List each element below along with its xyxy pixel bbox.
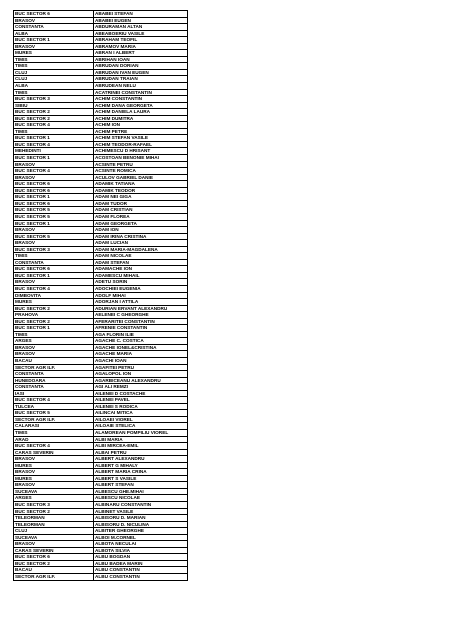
region-cell: BUC SECTOR 2 [14,508,94,515]
region-cell: CLUJ [14,76,94,83]
region-cell: IASI [14,390,94,397]
person-name-cell: ABEABOERIU VASILE [94,30,188,37]
person-name-cell: ACSINTE PETRU [94,161,188,168]
person-name-cell: ALBU BADEA MARIN [94,560,188,567]
region-cell: MURES [14,462,94,469]
region-cell: ARGES [14,495,94,502]
person-name-cell: ADETU SORIN [94,279,188,286]
region-cell: BUC SECTOR 4 [14,443,94,450]
region-cell: PRAHOVA [14,312,94,319]
region-cell: BUC SECTOR 5 [14,233,94,240]
person-name-cell: ABRUDAN DORIAN [94,63,188,70]
person-name-cell: ALBINET VASILE [94,508,188,515]
region-cell: BUC SECTOR 1 [14,325,94,332]
person-name-cell: AILENEI S RODICA [94,403,188,410]
region-cell: BUC SECTOR 4 [14,122,94,129]
person-name-cell: ALBISORU D. NICULINA [94,521,188,528]
region-cell: ALBA [14,30,94,37]
region-cell: BUC SECTOR 1 [14,135,94,142]
table-row [14,305,188,312]
person-name-cell: AFRENIE CONSTANTIN [94,325,188,332]
region-cell: BUC SECTOR 5 [14,213,94,220]
region-cell: SUCEAVA [14,488,94,495]
person-name-cell: ACHIM PETRE [94,128,188,135]
person-name-cell: ALBOTA SILVIA [94,547,188,554]
region-cell: TIMIS [14,331,94,338]
person-name-cell: ADOCHIEI EUGENIA [94,285,188,292]
person-name-cell: ALBERT G MIHALY [94,462,188,469]
person-name-cell: ALBESCU GHE.MIHAI [94,488,188,495]
region-cell: BUC SECTOR 6 [14,554,94,561]
person-name-cell: ACSINTE ROMICA [94,168,188,175]
person-name-cell: AGACHI IOAN [94,357,188,364]
person-name-cell: ALBAI PETRU [94,449,188,456]
person-name-cell: ALBI MARIA [94,436,188,443]
region-cell: TIMIS [14,128,94,135]
person-name-cell: ALBU CONSTANTIN [94,574,188,581]
person-name-cell: ACOSTOAN BENONIE MIHAI [94,155,188,162]
person-name-cell: ALBERT STEFAN [94,482,188,489]
person-name-cell: ADAM STEFAN [94,259,188,266]
person-name-cell: ALBITER GHEORGHE [94,528,188,535]
region-cell: CONSTANTA [14,384,94,391]
region-cell: SIBIU [14,102,94,109]
person-name-cell: ALBU BOGDAN [94,554,188,561]
region-cell: BUC SECTOR 4 [14,168,94,175]
person-name-cell: ABRAMOV MARIA [94,43,188,50]
person-name-cell: ALBINARU CONSTANTIN [94,502,188,509]
region-cell: CARAS SEVERIN [14,547,94,554]
region-cell: MURES [14,299,94,306]
person-name-cell: ACATRINEI CONSTANTIN [94,89,188,96]
region-cell: SUCEAVA [14,534,94,541]
records-table [13,10,188,581]
region-cell: BUC SECTOR 3 [14,246,94,253]
person-name-cell: AILENEI PAVEL [94,397,188,404]
person-name-cell: ALBU CONSTANTIN [94,567,188,574]
region-cell: BRASOV [14,456,94,463]
region-cell: TIMIS [14,253,94,260]
region-cell: ARGES [14,338,94,345]
person-name-cell: ACHIM DANIELA LAURA [94,109,188,116]
region-cell: CLUJ [14,69,94,76]
person-name-cell: ALBOI M.CORNEL [94,534,188,541]
region-cell: ARAD [14,436,94,443]
person-name-cell: ABRUDEAN NELU [94,83,188,90]
region-cell: MURES [14,475,94,482]
person-name-cell: ADAMACHE ION [94,266,188,273]
region-cell: BUC SECTOR 1 [14,155,94,162]
region-cell: BRASOV [14,541,94,548]
region-cell: BUC SECTOR 6 [14,266,94,273]
region-cell: BUC SECTOR 2 [14,560,94,567]
region-cell: CONSTANTA [14,24,94,31]
region-cell: BUC SECTOR 1 [14,272,94,279]
region-cell: BUC SECTOR 2 [14,109,94,116]
person-name-cell: AILOAEI VIOREL [94,416,188,423]
records-table-body [14,11,188,581]
person-name-cell: AILOAIE STELICA [94,423,188,430]
region-cell: BUC SECTOR 6 [14,11,94,18]
region-cell: MURES [14,50,94,57]
person-name-cell: ADAM LUCIAN [94,240,188,247]
region-cell: TULCEA [14,403,94,410]
region-cell: SECTOR AGR ILF. [14,574,94,581]
person-name-cell: AGARBICEANU ALEXANDRU [94,377,188,384]
region-cell: BRASOV [14,240,94,247]
region-cell: BRASOV [14,482,94,489]
region-cell: BUC SECTOR 1 [14,37,94,44]
region-cell: TELEORMAN [14,521,94,528]
person-name-cell: ACHIMESCU D HRISANT [94,148,188,155]
region-cell: BUC SECTOR 4 [14,397,94,404]
person-name-cell: AILENEI D COSTACHE [94,390,188,397]
person-name-cell: ALBESCU NICOLAE [94,495,188,502]
region-cell: BUC SECTOR 6 [14,200,94,207]
person-name-cell: ACULOV GABRIEL DANIE [94,174,188,181]
region-cell: BUC SECTOR 1 [14,194,94,201]
region-cell: SECTOR AGR ILF. [14,364,94,371]
person-name-cell: AGI ALI REMZI [94,384,188,391]
region-cell: BRASOV [14,344,94,351]
region-cell: BUC SECTOR 2 [14,318,94,325]
person-name-cell: ADAM NEI GIGA [94,194,188,201]
person-name-cell: AGACHE MARIA [94,351,188,358]
person-name-cell: ADAM MARIA-MAGDALENA [94,246,188,253]
person-name-cell: ACHIM TEODOR-RAFAEL [94,141,188,148]
region-cell: BUC SECTOR 2 [14,305,94,312]
person-name-cell: ACHIM STEFAN VASILE [94,135,188,142]
person-name-cell: ACHIM DUMITRA [94,115,188,122]
person-name-cell: ABRIHAN IOAN [94,56,188,63]
person-name-cell: ADORJAN I ATTILA [94,299,188,306]
person-name-cell: AGACHE IONEL&CRISTINA [94,344,188,351]
person-name-cell: ABRAHAM TEOFIL [94,37,188,44]
person-name-cell: ALBERT MARIA CRINA [94,469,188,476]
region-cell: BUC SECTOR 6 [14,187,94,194]
person-name-cell: ADURIAN ERVANT ALEXANDRU [94,305,188,312]
region-cell: BRASOV [14,43,94,50]
region-cell: BACAU [14,357,94,364]
region-cell: BRASOV [14,17,94,24]
person-name-cell: AELENEI C GHEORGHE [94,312,188,319]
person-name-cell: ACHIM DANA GEORGETA [94,102,188,109]
person-name-cell: ADAM CRISTIAN [94,207,188,214]
region-cell: BRASOV [14,351,94,358]
region-cell: BUC SECTOR 1 [14,220,94,227]
region-cell: DIMBOVITA [14,292,94,299]
region-cell: TELEORMAN [14,515,94,522]
person-name-cell: AGA FLORIN ILIE [94,331,188,338]
person-name-cell: ADAMIK TEODOR [94,187,188,194]
region-cell: CARAS SEVERIN [14,449,94,456]
person-name-cell: ACHIM CONSTANTIN [94,96,188,103]
region-cell: CONSTANTA [14,371,94,378]
region-cell: TIMIS [14,89,94,96]
region-cell: BUC SECTOR 5 [14,207,94,214]
person-name-cell: ABABEI STEFAN [94,11,188,18]
region-cell: BRASOV [14,279,94,286]
person-name-cell: ABDURAMAN ALTAN [94,24,188,31]
region-cell: TIMIS [14,63,94,70]
region-cell: BUC SECTOR 4 [14,141,94,148]
person-name-cell: ADAM FLOREA [94,213,188,220]
person-name-cell: AGACHE C. COSTICA [94,338,188,345]
person-name-cell: AGALOPOL ION [94,371,188,378]
person-name-cell: ADAM GEORGETA [94,220,188,227]
person-name-cell: ADOLF MIHAI [94,292,188,299]
person-name-cell: ALAMOREAN POMPILIU VIOREL [94,430,188,437]
region-cell: HUNEDOARA [14,377,94,384]
region-cell: BUC SECTOR 3 [14,502,94,509]
person-name-cell: ALBERT ALEXANDRU [94,456,188,463]
region-cell: TIMIS [14,430,94,437]
region-cell: CLUJ [14,528,94,535]
person-name-cell: ADAM ION [94,227,188,234]
region-cell: SECTOR AGR ILF. [14,416,94,423]
person-name-cell: ABRAN I ALBERT [94,50,188,57]
region-cell: BUC SECTOR 3 [14,96,94,103]
region-cell: BRASOV [14,469,94,476]
person-name-cell: ABRUDAN TRAIAN [94,76,188,83]
person-name-cell: ADAMESCU MIHAIL [94,272,188,279]
person-name-cell: ABRUDAN IVAN EUGEN [94,69,188,76]
region-cell: MEHEDINTI [14,148,94,155]
region-cell: BRASOV [14,174,94,181]
person-name-cell: ABABEI EUGEN [94,17,188,24]
person-name-cell: ALBISORU D. MARIAN [94,515,188,522]
region-cell: BUC SECTOR 6 [14,181,94,188]
person-name-cell: ALBOTA NECULAI [94,541,188,548]
region-cell: BRASOV [14,227,94,234]
region-cell: BACAU [14,567,94,574]
person-name-cell: ACHIM ION [94,122,188,129]
person-name-cell: AFERARITEI CONSTANTIN [94,318,188,325]
person-name-cell: ALBI MIRCEA-EMIL [94,443,188,450]
region-cell: BRASOV [14,161,94,168]
person-name-cell: ALBERT S VASILE [94,475,188,482]
person-name-cell: ADAM NICOLAE [94,253,188,260]
region-cell: ALBA [14,83,94,90]
person-name-cell: ADAM TUDOR [94,200,188,207]
region-cell: CONSTANTA [14,259,94,266]
region-cell: BUC SECTOR 4 [14,285,94,292]
region-cell: TIMIS [14,56,94,63]
region-cell: BUC SECTOR 2 [14,115,94,122]
table-row [14,574,188,581]
person-name-cell: ADAMIK TATIANA [94,181,188,188]
person-name-cell: AILINCAI MITICA [94,410,188,417]
region-cell: BUC SECTOR 5 [14,410,94,417]
person-name-cell: AGAFITEI PETRU [94,364,188,371]
region-cell: CALARASI [14,423,94,430]
person-name-cell: ADAM IRINA CRISTINA [94,233,188,240]
